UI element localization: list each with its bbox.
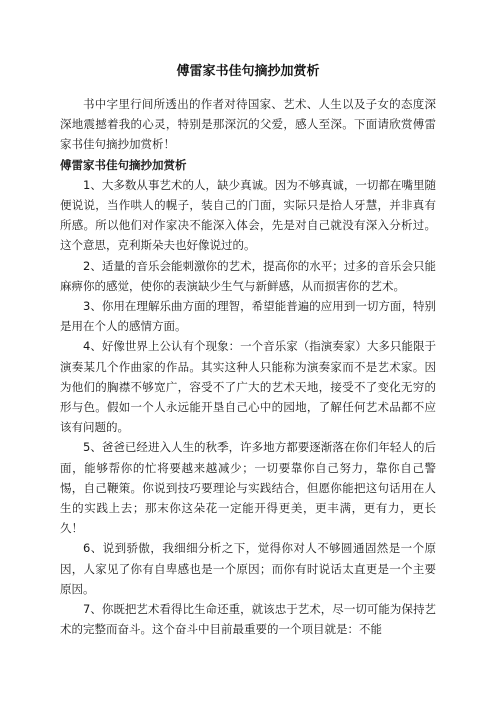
intro-paragraph: 书中字里行间所透出的作者对待国家、艺术、人生以及子女的态度深深地震撼着我的心灵，特别是那深沉的父爱，感人至深。下面请欣赏傅雷家书佳句摘抄加赏析！ (60, 97, 436, 152)
quote-paragraph-5: 5、爸爸已经进入人生的秋季，许多地方都要逐渐落在你们年轻人的后面，能够帮你的忙将要越来越减少；一切要靠你自己努力，靠你自己警惕，自己鞭策。你说到技巧要理论与实践结合，但愿你能把这句话用在人生的实践上去；那末你这朵花一定能开得更美，更丰满，更有力，更长久！ (60, 440, 436, 536)
quote-paragraph-2: 2、适量的音乐会能刺激你的艺术，提高你的水平；过多的音乐会只能麻痹你的感觉，使你的表演缺少生气与新鲜感，从而损害你的艺术。 (60, 258, 436, 293)
quote-paragraph-3: 3、你用在理解乐曲方面的理智，希望能普遍的应用到一切方面，特别是用在个人的感情方面。 (60, 299, 436, 334)
quote-paragraph-6: 6、说到骄傲，我细细分析之下，觉得你对人不够圆通固然是一个原因，人家见了你有自卑感也是一个原因；而你有时说话太直更是一个主要原因。 (60, 541, 436, 596)
document-body (60, 94, 436, 639)
quote-paragraph-4: 4、好像世界上公认有个现象：一个音乐家（指演奏家）大多只能限于演奏某几个作曲家的作品。其实这种人只能称为演奏家而不是艺术家。因为他们的胸襟不够宽广，容受不了广大的艺术天地，接受不了变化无穷的形与色。假如一个人永远能开垦自己心中的园地，了解任何艺术品都不应该有问题的。 (60, 339, 436, 435)
quote-paragraph-1: 1、大多数从事艺术的人，缺少真诚。因为不够真诚，一切都在嘴里随便说说，当作哄人的幌子，装自己的门面，实际只是拾人牙慧，并非真有所感。所以他们对作家决不能深入体会，先是对自己就没有深入分析过。这个意思，克利斯朵夫也好像说过的。 (60, 177, 436, 253)
quote-paragraph-7: 7、你既把艺术看得比生命还重，就该忠于艺术，尽一切可能为保持艺术的完整而奋斗。这个奋斗中目前最重要的一个项目就是：不能 (60, 602, 436, 637)
section-heading: 傅雷家书佳句摘抄加赏析 (60, 157, 187, 172)
document-title: 傅雷家书佳句摘抄加赏析 (176, 64, 320, 79)
